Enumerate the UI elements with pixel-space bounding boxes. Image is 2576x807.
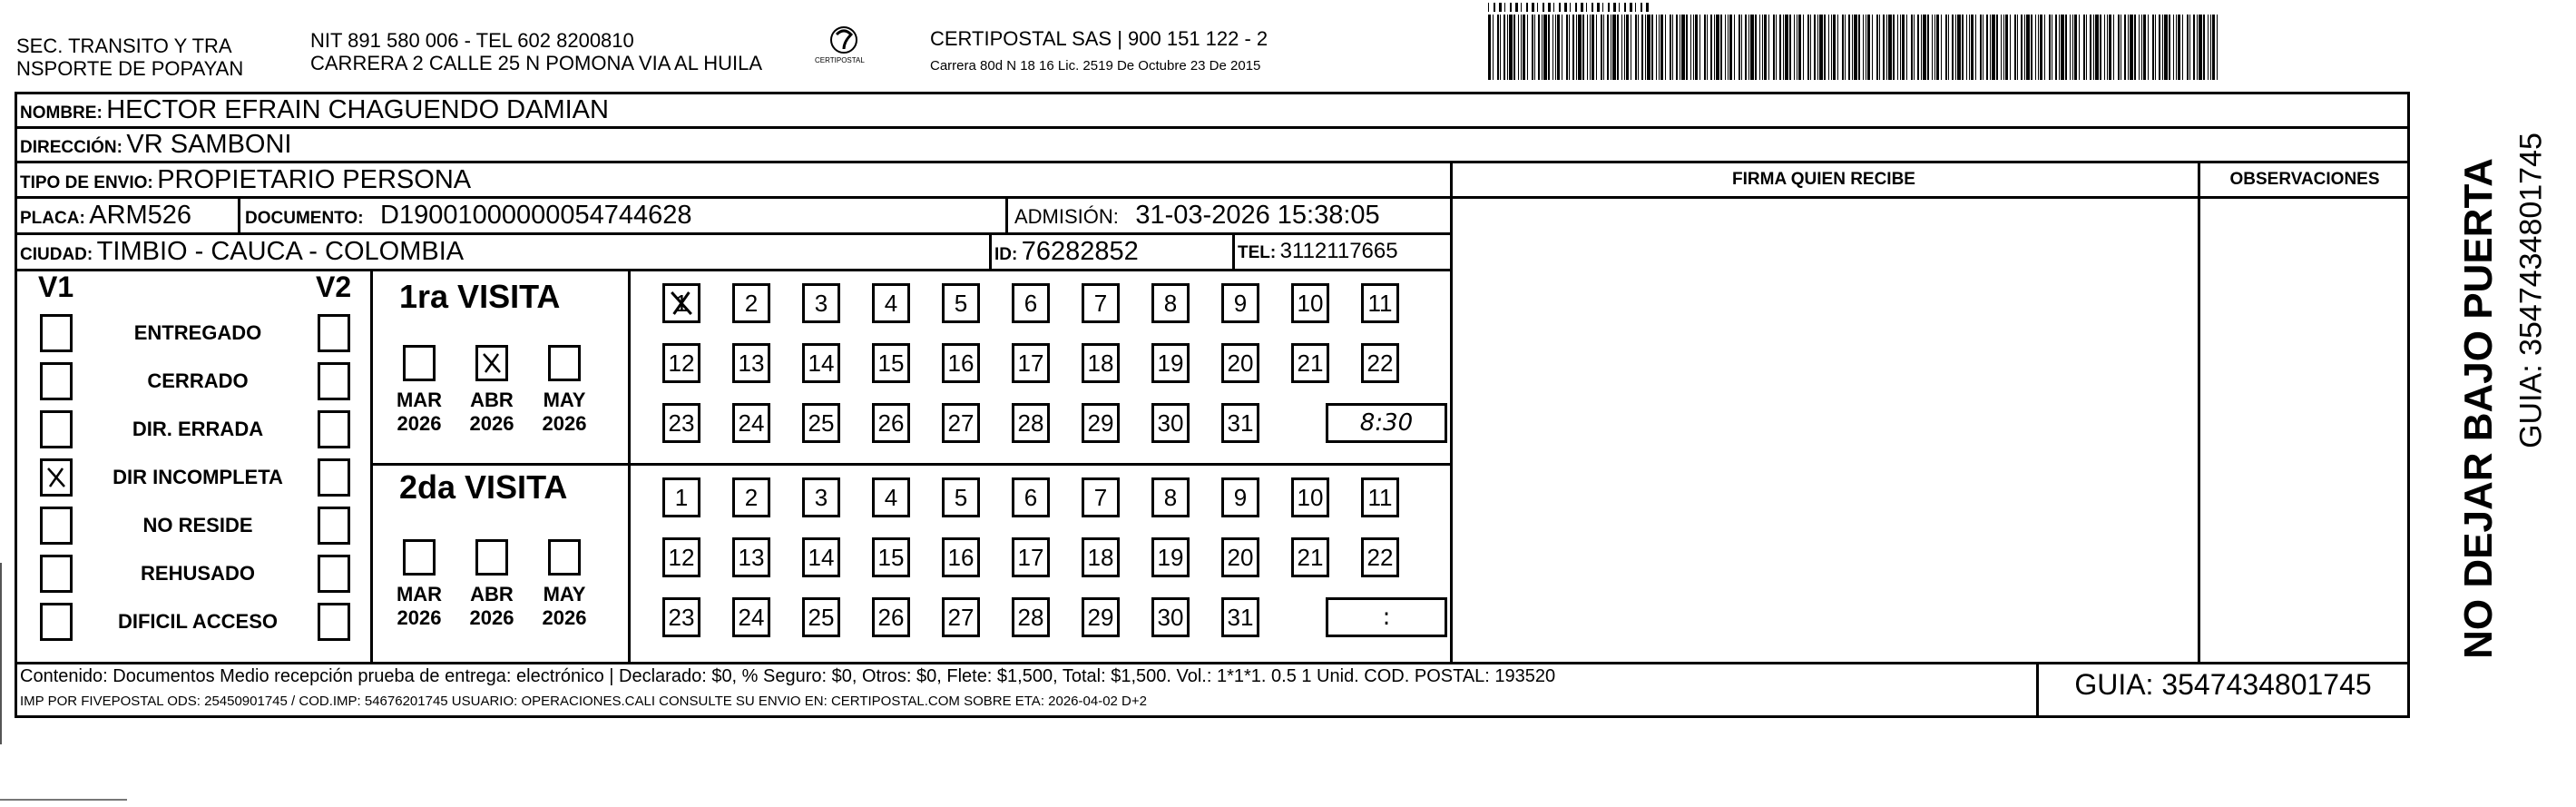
visit2-day-box[interactable]: 31 — [1221, 597, 1259, 637]
visit2-day-box[interactable]: 14 — [802, 537, 840, 577]
visit2-day-box[interactable]: 19 — [1151, 537, 1190, 577]
visit2-day-box[interactable]: 11 — [1361, 477, 1399, 517]
placa-value: ARM526 — [89, 201, 192, 230]
visit1-time-box[interactable]: 8:30 — [1326, 403, 1447, 443]
direccion-label: DIRECCIÓN: — [20, 138, 122, 157]
visit2-day-box[interactable]: 13 — [732, 537, 770, 577]
id-value: 76282852 — [1021, 237, 1139, 266]
visit2-month-checkbox[interactable] — [548, 539, 581, 576]
id-cell — [994, 235, 1139, 272]
placa-cell — [20, 199, 191, 236]
visit2-day-box[interactable]: 4 — [872, 477, 910, 517]
issuer-contact: NIT 891 580 006 - TEL 602 8200810 CARRERA 2 CALLE 25 N POMONA VIA AL HUILA — [310, 29, 763, 74]
direccion-value: VR SAMBONI — [126, 130, 292, 159]
documento-value: D19001000000054744628 — [380, 201, 692, 230]
visit2-day-box[interactable]: 16 — [942, 537, 980, 577]
footer-contenido: Contenido: Documentos Medio recepción prueba de entrega: electrónico | Declarado: $0, % Seguro: $0, Otros: $0, Flete: $1,500, Total: $1,500. Vol.: 1*1*1. 0.5 1 Unid. COD. POSTAL: 193520 — [20, 666, 1556, 686]
visit1-day-box[interactable]: 7 — [1082, 283, 1120, 323]
v1-checkbox[interactable] — [40, 555, 73, 593]
status-label: DIR INCOMPLETA — [113, 466, 283, 488]
visit2-day-box[interactable]: 27 — [942, 597, 980, 637]
ciudad-cell — [20, 235, 464, 272]
visit2-day-box[interactable]: 22 — [1361, 537, 1399, 577]
visit2-day-box[interactable]: 7 — [1082, 477, 1120, 517]
status-label: DIFICIL ACCESO — [117, 610, 278, 633]
visit1-month-checkbox[interactable] — [548, 345, 581, 381]
visit1-month-label: MAR 2026 — [396, 389, 443, 435]
visit2-day-box[interactable]: 8 — [1151, 477, 1190, 517]
visit2-time-box[interactable]: : — [1326, 597, 1447, 637]
visit1-day-box[interactable]: 23 — [662, 403, 700, 443]
nombre-row — [20, 94, 609, 130]
visit2-month-label: MAR 2026 — [396, 583, 443, 629]
visit1-day-box[interactable]: 5 — [942, 283, 980, 323]
visit1-day-box[interactable]: 2 — [732, 283, 770, 323]
visit1-day-box[interactable]: 10 — [1291, 283, 1329, 323]
visit2-day-box[interactable]: 9 — [1221, 477, 1259, 517]
visit2-month-checkbox[interactable] — [403, 539, 436, 576]
status-label: CERRADO — [147, 369, 249, 392]
direccion-row — [20, 129, 292, 164]
visit2-day-box[interactable]: 26 — [872, 597, 910, 637]
admision-value: 31-03-2026 15:38:05 — [1135, 201, 1380, 230]
visit2-day-box[interactable]: 12 — [662, 537, 700, 577]
visit1-day-box[interactable]: 11 — [1361, 283, 1399, 323]
v1-checkbox[interactable] — [40, 507, 73, 545]
visit2-day-box[interactable]: 6 — [1012, 477, 1050, 517]
visit1-day-box[interactable]: 21 — [1291, 343, 1329, 383]
visit2-day-box[interactable]: 1 — [662, 477, 700, 517]
firma-header: FIRMA QUIEN RECIBE — [1732, 170, 1915, 189]
tel-label: TEL: — [1238, 243, 1277, 262]
nombre-label: NOMBRE: — [20, 103, 103, 123]
visit2-day-box[interactable]: 15 — [872, 537, 910, 577]
visit1-day-box[interactable]: 18 — [1082, 343, 1120, 383]
visit1-month-label: MAY 2026 — [542, 389, 587, 435]
v2-checkbox[interactable] — [318, 314, 350, 352]
visit1-day-box[interactable]: 12 — [662, 343, 700, 383]
side-guia: GUIA: 3547434801745 — [2513, 133, 2549, 448]
visit1-month-label: ABR 2026 — [469, 389, 514, 435]
placa-label: PLACA: — [20, 209, 85, 228]
visit1-day-box[interactable]: 16 — [942, 343, 980, 383]
visit1-day-box[interactable]: 6 — [1012, 283, 1050, 323]
visit1-day-box[interactable]: 27 — [942, 403, 980, 443]
visit2-day-box[interactable]: 20 — [1221, 537, 1259, 577]
footer-guia: GUIA: 3547434801745 — [2074, 668, 2372, 701]
v2-header: V2 — [316, 271, 352, 303]
visit2-day-box[interactable]: 29 — [1082, 597, 1120, 637]
certipostal-logo: CERTIPOSTAL — [818, 24, 869, 69]
visit2-month-checkbox[interactable] — [475, 539, 508, 576]
documento-label: DOCUMENTO: — [245, 209, 364, 228]
visit2-day-box[interactable]: 28 — [1012, 597, 1050, 637]
visit1-day-box[interactable]: 29 — [1082, 403, 1120, 443]
visit2-title: 2da VISITA — [399, 468, 568, 506]
admision-cell — [1014, 199, 1380, 236]
status-label: REHUSADO — [141, 562, 255, 585]
issuer-name: SEC. TRANSITO Y TRA NSPORTE DE POPAYAN — [16, 34, 244, 80]
v2-checkbox[interactable] — [318, 555, 350, 593]
v2-checkbox[interactable] — [318, 603, 350, 641]
visit1-month-checkbox[interactable] — [403, 345, 436, 381]
visit1-month-checkbox[interactable] — [475, 345, 508, 381]
visit2-day-box[interactable]: 10 — [1291, 477, 1329, 517]
company-license: Carrera 80d N 18 16 Lic. 2519 De Octubre 23 De 2015 — [930, 58, 1261, 74]
visit1-day-box[interactable]: 3 — [802, 283, 840, 323]
visit1-day-box[interactable]: 14 — [802, 343, 840, 383]
visit2-day-box[interactable]: 30 — [1151, 597, 1190, 637]
visit1-day-box[interactable]: 15 — [872, 343, 910, 383]
side-warning: NO DEJAR BAJO PUERTA — [2456, 158, 2501, 659]
v1-checkbox[interactable] — [40, 603, 73, 641]
company-name: CERTIPOSTAL SAS | 900 151 122 - 2 — [930, 27, 1268, 50]
visit2-day-box[interactable]: 3 — [802, 477, 840, 517]
visit1-day-box[interactable]: 22 — [1361, 343, 1399, 383]
visit1-day-box[interactable]: 28 — [1012, 403, 1050, 443]
ciudad-value: TIMBIO - CAUCA - COLOMBIA — [96, 237, 465, 266]
ciudad-label: CIUDAD: — [20, 245, 93, 264]
visit2-day-box[interactable]: 21 — [1291, 537, 1329, 577]
tipo-row — [20, 163, 471, 201]
admision-label: ADMISIÓN: — [1014, 205, 1119, 228]
visit1-day-box[interactable]: 31 — [1221, 403, 1259, 443]
visit1-title: 1ra VISITA — [399, 278, 561, 315]
scan-edge — [0, 563, 5, 744]
status-label: NO RESIDE — [142, 514, 253, 536]
visit2-month-label: ABR 2026 — [469, 583, 514, 629]
visit1-day-box[interactable]: 26 — [872, 403, 910, 443]
visit2-day-box[interactable]: 25 — [802, 597, 840, 637]
scan-bottom-edge — [0, 799, 127, 806]
id-label: ID: — [994, 245, 1018, 264]
visit2-day-box[interactable]: 23 — [662, 597, 700, 637]
visit2-day-box[interactable]: 18 — [1082, 537, 1120, 577]
v1-checkbox[interactable] — [40, 314, 73, 352]
status-label: ENTREGADO — [133, 321, 262, 344]
visit1-day-box[interactable]: 19 — [1151, 343, 1190, 383]
visit1-day-box[interactable]: 20 — [1221, 343, 1259, 383]
visit1-day-box[interactable]: 13 — [732, 343, 770, 383]
visit1-day-box[interactable]: 17 — [1012, 343, 1050, 383]
v1-checkbox[interactable] — [40, 362, 73, 400]
documento-cell — [245, 199, 692, 236]
visit1-day-box[interactable]: 1 — [662, 283, 700, 323]
tel-value: 3112117665 — [1279, 239, 1398, 263]
visit2-day-box[interactable]: 24 — [732, 597, 770, 637]
v1-header: V1 — [38, 271, 74, 303]
v1-checkbox[interactable] — [40, 410, 73, 448]
observaciones-header: OBSERVACIONES — [2229, 170, 2380, 189]
visit2-day-box[interactable]: 5 — [942, 477, 980, 517]
v2-checkbox[interactable] — [318, 507, 350, 545]
v2-checkbox[interactable] — [318, 458, 350, 497]
v2-checkbox[interactable] — [318, 410, 350, 448]
v1-checkbox[interactable] — [40, 458, 73, 497]
barcode — [1488, 15, 2223, 80]
visit1-day-box[interactable]: 25 — [802, 403, 840, 443]
barcode-top-fragment — [1488, 0, 1651, 9]
status-label: DIR. ERRADA — [132, 418, 264, 440]
nombre-value: HECTOR EFRAIN CHAGUENDO DAMIAN — [106, 95, 609, 124]
v2-checkbox[interactable] — [318, 362, 350, 400]
visit2-month-label: MAY 2026 — [542, 583, 587, 629]
footer-imp: IMP POR FIVEPOSTAL ODS: 25450901745 / COD.IMP: 54676201745 USUARIO: OPERACIONES.CALI CONSULTE SU ENVIO EN: CERTIPOSTAL.COM SOBRE ETA: 2026-04-02 D+2 — [20, 694, 1147, 709]
visit1-day-box[interactable]: 30 — [1151, 403, 1190, 443]
visit1-day-box[interactable]: 24 — [732, 403, 770, 443]
tel-cell — [1238, 235, 1398, 271]
visit1-day-box[interactable]: 9 — [1221, 283, 1259, 323]
visit1-day-box[interactable]: 4 — [872, 283, 910, 323]
tipo-value: PROPIETARIO PERSONA — [157, 165, 472, 194]
visit2-day-box[interactable]: 17 — [1012, 537, 1050, 577]
visit1-day-box[interactable]: 8 — [1151, 283, 1190, 323]
tipo-label: TIPO DE ENVIO: — [20, 173, 153, 192]
visit2-day-box[interactable]: 2 — [732, 477, 770, 517]
